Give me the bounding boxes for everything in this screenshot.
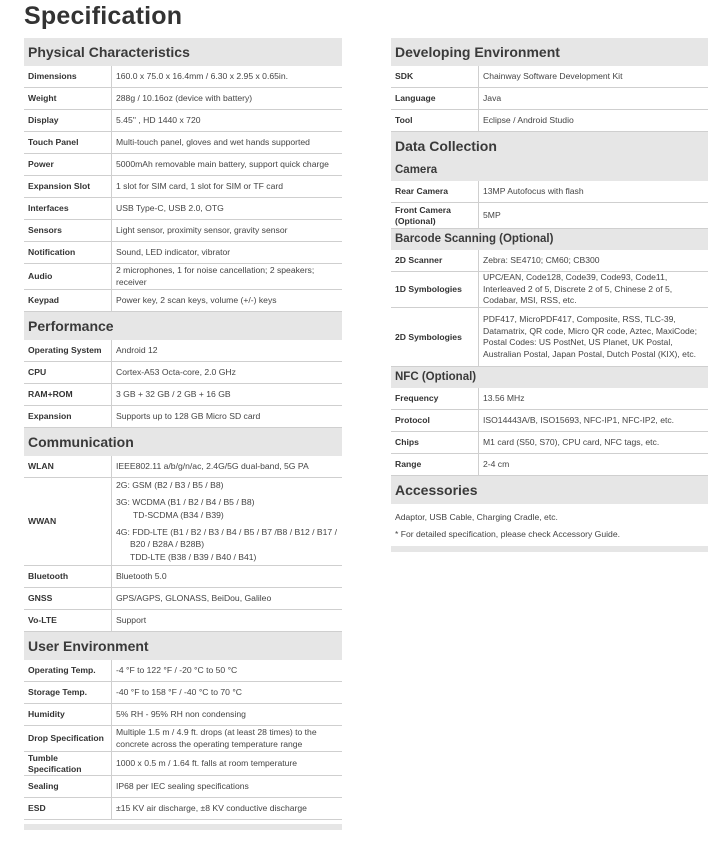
row-value: GPS/AGPS, GLONASS, BeiDou, Galileo <box>116 592 272 603</box>
row-label: 1D Symbologies <box>391 272 479 307</box>
table-row <box>391 250 708 272</box>
row-label: Power <box>24 154 112 175</box>
row-label: Keypad <box>24 290 112 311</box>
section-heading-user-environment: User Environment <box>24 632 342 660</box>
row-value: 1000 x 0.5 m / 1.64 ft. falls at room temperature <box>116 757 298 768</box>
row-label: SDK <box>391 66 479 87</box>
table-row <box>24 154 342 176</box>
physical-table <box>24 66 342 312</box>
row-label: Operating Temp. <box>24 660 112 681</box>
row-label: Protocol <box>391 410 479 431</box>
row-value: 2-4 cm <box>483 458 510 469</box>
barcode-table <box>391 250 708 367</box>
table-row <box>391 308 708 367</box>
row-label: Sealing <box>24 776 112 797</box>
nfc-table <box>391 388 708 476</box>
table-row <box>391 110 708 132</box>
table-row-wwan <box>24 478 342 566</box>
table-row <box>391 454 708 476</box>
row-label: Weight <box>24 88 112 109</box>
table-row <box>391 388 708 410</box>
row-value: ±15 KV air discharge, ±8 KV conductive discharge <box>116 802 307 813</box>
row-label: Vo-LTE <box>24 610 112 631</box>
row-label: 2D Scanner <box>391 250 479 271</box>
table-row <box>24 682 342 704</box>
row-label: Expansion Slot <box>24 176 112 197</box>
table-row <box>24 242 342 264</box>
table-row <box>24 776 342 798</box>
row-label: Sensors <box>24 220 112 241</box>
row-label: Humidity <box>24 704 112 725</box>
row-value: Cortex-A53 Octa-core, 2.0 GHz <box>116 366 236 377</box>
table-row <box>24 362 342 384</box>
table-row <box>24 66 342 88</box>
row-label: Tumble Specification <box>24 752 112 775</box>
row-value: Eclipse / Android Studio <box>483 114 574 125</box>
section-heading-developing-environment: Developing Environment <box>391 38 708 66</box>
wwan-4g-fdd-cont: B20 / B28A / B28B) <box>130 539 205 550</box>
row-value: M1 card (S50, S70), CPU card, NFC tags, etc. <box>483 436 660 447</box>
table-row <box>24 132 342 154</box>
row-value: Light sensor, proximity sensor, gravity sensor <box>116 224 288 235</box>
row-value: IP68 per IEC sealing specifications <box>116 780 249 791</box>
table-row <box>24 704 342 726</box>
row-value: -40 °F to 158 °F / -40 °C to 70 °C <box>116 686 242 697</box>
row-value: Java <box>483 92 502 103</box>
right-footer-bar <box>391 546 708 552</box>
table-row <box>24 566 342 588</box>
table-row <box>24 798 342 820</box>
row-value: -4 °F to 122 °F / -20 °C to 50 °C <box>116 664 238 675</box>
section-heading-data-collection: Data Collection <box>391 132 708 160</box>
row-value: Android 12 <box>116 344 158 355</box>
accessories-note: * For detailed specification, please check Accessory Guide. <box>395 529 620 539</box>
wwan-4g-tdd: TDD-LTE (B38 / B39 / B40 / B41) <box>130 552 257 563</box>
row-label: Audio <box>24 264 112 289</box>
row-value: 5MP <box>483 209 501 220</box>
wwan-values <box>112 478 342 565</box>
row-label: 2D Symbologies <box>391 308 479 366</box>
row-value: Support <box>116 614 147 625</box>
table-row <box>391 88 708 110</box>
table-row <box>391 432 708 454</box>
table-row <box>24 88 342 110</box>
page-title: Specification <box>24 2 183 30</box>
wwan-3g-tdscdma: TD-SCDMA (B34 / B39) <box>133 509 224 520</box>
row-label: Rear Camera <box>391 181 479 202</box>
row-value: 2 microphones, 1 for noise cancellation; 2 speakers; receiver <box>116 265 315 287</box>
table-row <box>24 610 342 632</box>
table-row <box>391 203 708 229</box>
row-label: RAM+ROM <box>24 384 112 405</box>
row-value: 5.45'' , HD 1440 x 720 <box>116 114 201 125</box>
row-value: 288g / 10.16oz (device with battery) <box>116 92 253 103</box>
row-label: Front Camera (Optional) <box>391 203 479 228</box>
table-row <box>24 588 342 610</box>
performance-table <box>24 340 342 428</box>
user-environment-table <box>24 660 342 820</box>
row-value: 160.0 x 75.0 x 16.4mm / 6.30 x 2.95 x 0.65in. <box>116 70 288 81</box>
table-row <box>391 272 708 308</box>
row-value: Supports up to 128 GB Micro SD card <box>116 410 261 421</box>
subsection-heading-nfc: NFC (Optional) <box>391 367 708 388</box>
row-label: Chips <box>391 432 479 453</box>
right-column <box>391 38 708 552</box>
row-label: Bluetooth <box>24 566 112 587</box>
subsection-heading-camera: Camera <box>391 160 708 181</box>
row-value: Chainway Software Development Kit <box>483 70 623 81</box>
table-row <box>391 181 708 203</box>
table-row <box>391 66 708 88</box>
row-label: CPU <box>24 362 112 383</box>
row-value: 1 slot for SIM card, 1 slot for SIM or TF card <box>116 180 283 191</box>
row-value: 3 GB + 32 GB / 2 GB + 16 GB <box>116 388 231 399</box>
row-label: Expansion <box>24 406 112 427</box>
communication-table <box>24 456 342 632</box>
row-label: Storage Temp. <box>24 682 112 703</box>
row-label: Display <box>24 110 112 131</box>
section-heading-accessories: Accessories <box>391 476 708 504</box>
row-label: ESD <box>24 798 112 819</box>
table-row <box>24 752 342 776</box>
row-value: USB Type-C, USB 2.0, OTG <box>116 202 224 213</box>
table-row <box>24 660 342 682</box>
wwan-2g: 2G: GSM (B2 / B3 / B5 / B8) <box>116 480 224 491</box>
row-label: Touch Panel <box>24 132 112 153</box>
table-row <box>24 110 342 132</box>
subsection-heading-barcode: Barcode Scanning (Optional) <box>391 229 708 250</box>
row-value: UPC/EAN, Code128, Code39, Code93, Code11, Interleaved 2 of 5, Discrete 2 of 5, Chinese 2 of 5, Codabar, MSI, RSS, etc. <box>483 272 673 306</box>
row-value: PDF417, MicroPDF417, Composite, RSS, TLC-39, Datamatrix, QR code, Micro QR code, Aztec, MaxiCode; Postal Codes: US PostNet, US Planet, UK Postal, Australian Postal, Japan Postal, Dutch Postal (KIX), etc. <box>483 314 697 359</box>
dev-env-table <box>391 66 708 132</box>
row-value: IEEE802.11 a/b/g/n/ac, 2.4G/5G dual-band, 5G PA <box>116 460 309 471</box>
table-row <box>24 406 342 428</box>
section-heading-communication: Communication <box>24 428 342 456</box>
row-label: Notification <box>24 242 112 263</box>
table-row <box>24 340 342 362</box>
row-label: Range <box>391 454 479 475</box>
table-row <box>24 176 342 198</box>
accessories-items: Adaptor, USB Cable, Charging Cradle, etc. <box>395 512 558 522</box>
section-heading-physical: Physical Characteristics <box>24 38 342 66</box>
row-value: Multiple 1.5 m / 4.9 ft. drops (at least 28 times) to the concrete across the operating temperature range <box>116 727 317 749</box>
table-row <box>24 290 342 312</box>
wwan-3g-wcdma: 3G: WCDMA (B1 / B2 / B4 / B5 / B8) <box>116 496 255 507</box>
left-footer-bar <box>24 824 342 830</box>
section-heading-performance: Performance <box>24 312 342 340</box>
table-row <box>24 264 342 290</box>
row-value: 5000mAh removable main battery, support quick charge <box>116 158 329 169</box>
row-label: Dimensions <box>24 66 112 87</box>
table-row <box>24 220 342 242</box>
table-row <box>391 410 708 432</box>
row-value: 5% RH - 95% RH non condensing <box>116 708 246 719</box>
row-value: Bluetooth 5.0 <box>116 570 167 581</box>
row-label: WLAN <box>24 456 112 477</box>
row-label: Frequency <box>391 388 479 409</box>
table-row <box>24 726 342 752</box>
row-value: 13MP Autofocus with flash <box>483 185 584 196</box>
row-label: Tool <box>391 110 479 131</box>
row-value: Sound, LED indicator, vibrator <box>116 246 231 257</box>
row-value: Power key, 2 scan keys, volume (+/-) keys <box>116 294 277 305</box>
row-label: Language <box>391 88 479 109</box>
table-row <box>24 456 342 478</box>
camera-table <box>391 181 708 229</box>
left-column <box>24 38 342 830</box>
table-row <box>24 198 342 220</box>
table-row <box>24 384 342 406</box>
row-label: WWAN <box>24 478 112 565</box>
row-value: 13.56 MHz <box>483 392 525 403</box>
row-value: Multi-touch panel, gloves and wet hands supported <box>116 136 310 147</box>
row-label: Operating System <box>24 340 112 361</box>
row-value: Zebra: SE4710; CM60; CB300 <box>483 254 600 265</box>
wwan-4g-fdd: 4G: FDD-LTE (B1 / B2 / B3 / B4 / B5 / B7 /B8 / B12 / B17 / <box>116 526 337 537</box>
row-label: GNSS <box>24 588 112 609</box>
row-value: ISO14443A/B, ISO15693, NFC-IP1, NFC-IP2, etc. <box>483 414 675 425</box>
row-label: Interfaces <box>24 198 112 219</box>
row-label: Drop Specification <box>24 726 112 751</box>
